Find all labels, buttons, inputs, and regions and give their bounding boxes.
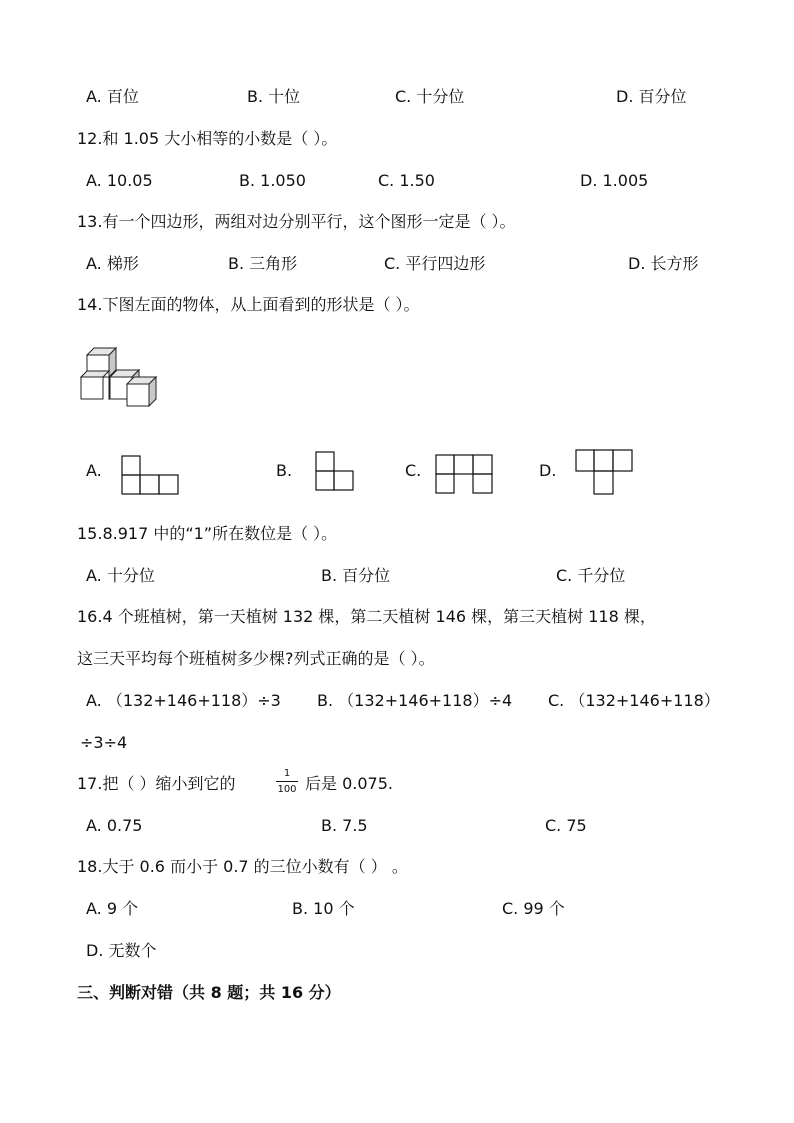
q13-option-b[interactable]: B. 三角形: [228, 254, 298, 273]
q12-stem: 12.和 1.05 大小相等的小数是（ ）。: [77, 129, 338, 148]
q12-option-c[interactable]: C. 1.50: [378, 171, 435, 190]
q15-option-b[interactable]: B. 百分位: [321, 566, 391, 585]
q18-option-b[interactable]: B. 10 个: [292, 899, 355, 918]
q17-fraction-numerator: 1: [283, 768, 291, 779]
q15-option-c[interactable]: C. 千分位: [556, 566, 626, 585]
q12-option-d[interactable]: D. 1.005: [580, 171, 649, 190]
q17-fraction: [276, 768, 298, 795]
q14-cube-figure: [78, 345, 168, 410]
q13-option-a[interactable]: A. 梯形: [86, 254, 139, 273]
q13-stem: 13.有一个四边形，两组对边分别平行，这个图形一定是（ ）。: [77, 212, 516, 231]
q17-fraction-denominator: 100: [277, 784, 297, 795]
q17-fraction-bar: [276, 781, 298, 782]
q11-option-a[interactable]: A. 百位: [86, 87, 139, 106]
q11-option-d[interactable]: D. 百分位: [616, 87, 687, 106]
q15-option-a[interactable]: A. 十分位: [86, 566, 155, 585]
q12-option-b[interactable]: B. 1.050: [239, 171, 306, 190]
q17-stem-before: 17.把（ ）缩小到它的: [77, 774, 236, 793]
q14-option-d-label[interactable]: D.: [539, 461, 557, 480]
q11-option-c[interactable]: C. 十分位: [395, 87, 465, 106]
q14-option-a-grid[interactable]: [121, 455, 181, 497]
section3-heading: 三、判断对错（共 8 题；共 16 分）: [77, 983, 341, 1002]
q14-option-b-grid[interactable]: [315, 451, 357, 493]
q16-option-b[interactable]: B. （132+146+118）÷4: [317, 691, 513, 710]
q17-option-b[interactable]: B. 7.5: [321, 816, 368, 835]
q18-option-a[interactable]: A. 9 个: [86, 899, 139, 918]
q16-option-c[interactable]: C. （132+146+118）: [548, 691, 720, 710]
q17-option-a[interactable]: A. 0.75: [86, 816, 143, 835]
q14-option-c-label[interactable]: C.: [405, 461, 422, 480]
q15-stem: 15.8.917 中的“1”所在数位是（ ）。: [77, 524, 338, 543]
q14-stem: 14.下图左面的物体，从上面看到的形状是（ ）。: [77, 295, 420, 314]
q16-stem-line1: 16.4 个班植树，第一天植树 132 棵，第二天植树 146 棵，第三天植树 118 棵，: [77, 607, 656, 626]
q11-option-b[interactable]: B. 十位: [247, 87, 301, 106]
q18-stem: 18.大于 0.6 而小于 0.7 的三位小数有（ ） 。: [77, 857, 408, 876]
q14-option-c-grid[interactable]: [435, 454, 495, 496]
q18-option-c[interactable]: C. 99 个: [502, 899, 565, 918]
q13-option-c[interactable]: C. 平行四边形: [384, 254, 486, 273]
q16-option-c-continued: ÷3÷4: [80, 733, 128, 752]
q16-stem-line2: 这三天平均每个班植树多少棵?列式正确的是（ ）。: [77, 649, 435, 668]
q17-option-c[interactable]: C. 75: [545, 816, 587, 835]
q14-option-d-grid[interactable]: [575, 449, 635, 497]
q14-option-b-label[interactable]: B.: [276, 461, 293, 480]
q13-option-d[interactable]: D. 长方形: [628, 254, 699, 273]
q16-option-a[interactable]: A. （132+146+118）÷3: [86, 691, 281, 710]
q18-option-d[interactable]: D. 无数个: [86, 941, 157, 960]
q17-stem-after: 后是 0.075.: [305, 774, 393, 793]
q12-option-a[interactable]: A. 10.05: [86, 171, 153, 190]
q14-option-a-label[interactable]: A.: [86, 461, 102, 480]
